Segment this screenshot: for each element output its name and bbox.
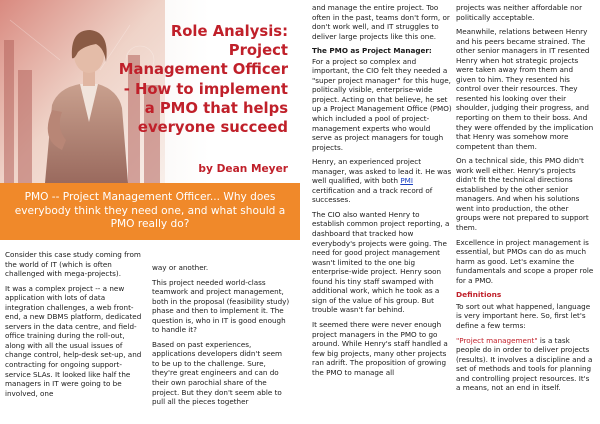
paragraph: To sort out what happened, language is very important here. So, first let's define a few terms:	[456, 301, 591, 330]
column-2	[152, 263, 290, 412]
paragraph: The CIO also wanted Henry to establish common project reporting, a dashboard that tracked how everybody's projects were going. The need for good project management wasn't limited to the one big enterprise-wide project. Henry soon found his tiny staff swamped with additional work, which he took as a sign of the value of his group. But trouble wasn't far behind.	[312, 209, 450, 315]
paragraph: This project needed world-class teamwork and project management, both in the proposal (feasibility study) phase and then to implement it. The question is, who in IT is good enough to handle it?	[152, 277, 290, 335]
paragraph: Excellence in project management is essential, but PMOs can do as much harm as good. Let's examine the fundamentals and scope a proper role for a PMO.	[456, 237, 594, 285]
section-heading: The PMO as Project Manager:	[312, 46, 432, 56]
paragraph: Meanwhile, relations between Henry and his peers became strained. The other senior managers in IT resented Henry when hot strategic projects were taken away from them and given to him. They resented his control over their resources. They resented his looking over their shoulder, judging their progress, and reporting on them to their boss. And they were offended by the implication that Henry was somehow more competent than them.	[456, 27, 594, 151]
paragraph: Based on past experiences, applications developers didn't seem to be up to the challenge. Sure, they're great engineers and can do their own parochial share of the project. But they don't seem able to pull all the pieces together	[152, 339, 283, 407]
article-title	[78, 22, 288, 137]
paragraph: way or another.	[152, 263, 209, 272]
paragraph: It seemed there were never enough project managers in the PMO to go around. While Henry's staff handled a few big projects, many other projects ran adrift. The proposition of growing the PMO to manage all	[312, 319, 448, 377]
paragraph	[312, 157, 452, 205]
paragraph: Consider this case study coming from the world of IT (which is often challenged with mega-projects).	[5, 250, 141, 279]
paragraph: projects was neither affordable nor politically acceptable.	[456, 3, 583, 22]
paragraph-text: is a task people do in order to deliver projects (results). It involves a discipline and a set of methods and tools for planning and controlling project resources. It's a means, not an end in itself.	[456, 335, 593, 393]
paragraph	[456, 336, 595, 393]
title-line: - How to implement	[123, 80, 288, 98]
title-line: Role Analysis:	[170, 23, 288, 40]
title-line: Project	[228, 42, 288, 60]
column-1	[5, 250, 143, 403]
paragraph-text: Henry, an experienced project manager, was asked to lead it. He was well qualified, with both	[312, 157, 452, 186]
paragraph: and manage the entire project. Too often in the past, teams don't form, or don't work well, and IT struggles to deliver large projects like this one.	[312, 3, 450, 41]
title-line: a PMO that helps	[144, 99, 288, 117]
banner-text: PMO -- Project Management Officer... Why does everybody think they need one, and what should a PMO really do?	[14, 190, 286, 231]
paragraph: For a project so complex and important, the CIO felt they needed a "super project manager" for this huge, politically visible, enterprise-wide project. Acting on that believe, he set up a Project Management Office (PMO) which included a pool of project-management experts who would serve as project managers for tough projects.	[312, 56, 452, 152]
paragraph: It was a complex project -- a new application with lots of data integration challenges, a web front-end, a new DBMS platform, dedicated servers in the data centre, and field-office training during the roll-out, along with all the usual issues of change control, help-desk set-up, and contracting for ongoing support-service SLAs. It looked like half the managers in IT were going to be involved, one	[5, 283, 142, 398]
title-line: Management Officer	[118, 61, 288, 79]
paragraph-text: certification and a track record of successes.	[312, 185, 433, 205]
author-byline: by Dean Meyer	[198, 163, 288, 175]
title-line: everyone succeed	[137, 119, 288, 137]
column-3	[312, 3, 452, 382]
hero-section	[0, 0, 300, 183]
pmi-link[interactable]: PMI	[400, 176, 413, 186]
definitions-heading: Definitions	[456, 290, 502, 300]
defined-term: "Project management"	[456, 335, 538, 345]
subtitle-banner	[0, 183, 300, 240]
column-4	[456, 3, 595, 398]
paragraph: On a technical side, this PMO didn't work well either. Henry's projects didn't fit the technical directions established by the other senior managers. And when his solutions went into production, the other groups were not prepared to support them.	[456, 156, 589, 233]
